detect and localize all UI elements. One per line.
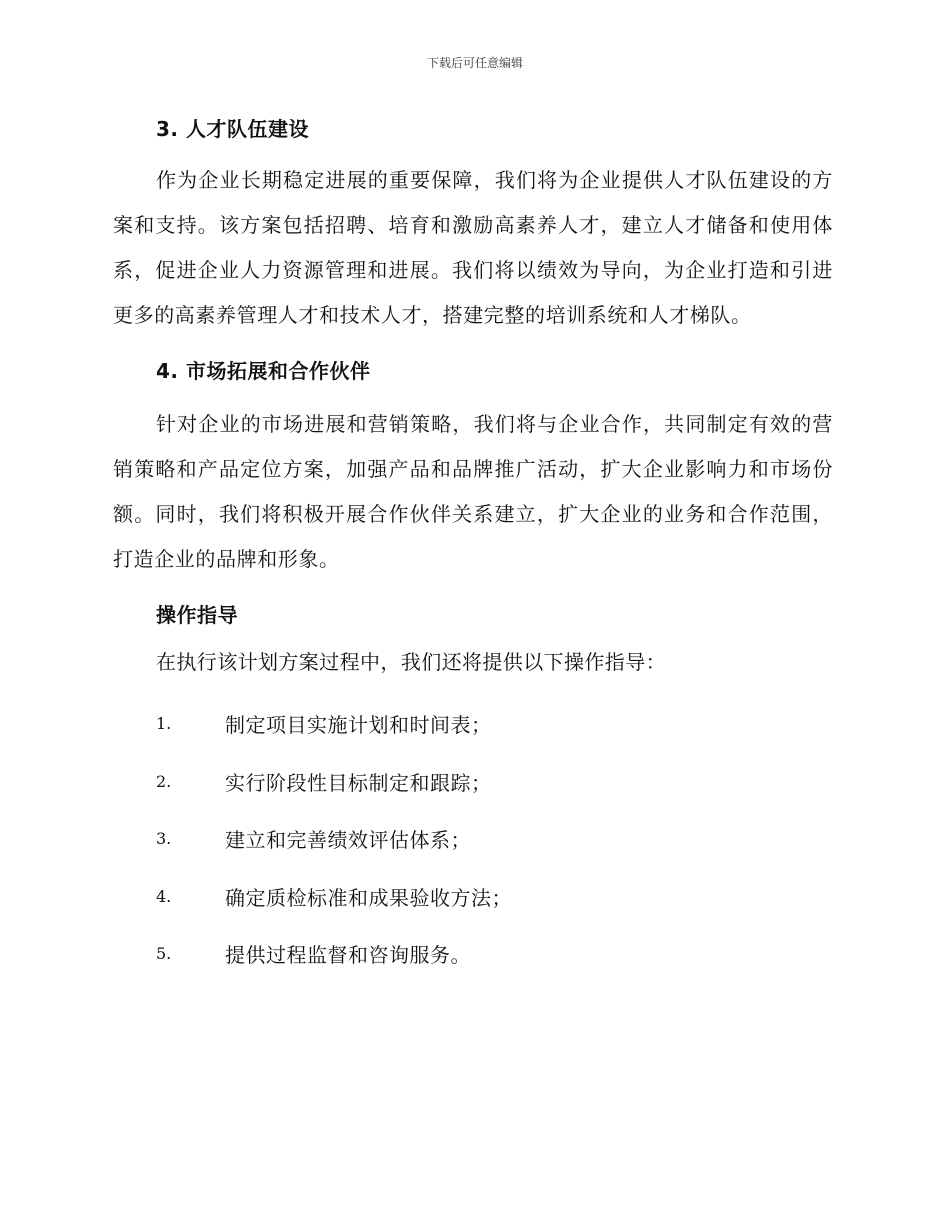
list-item	[113, 753, 833, 811]
section-body-talent: 作为企业长期稳定进展的重要保障，我们将为企业提供人才队伍建设的方案和支持。该方案包括招聘、培育和激励高素养人才，建立人才储备和使用体系，促进企业人力资源管理和进展。我们将以绩效为导向，为企业打造和引进更多的高素养管理人才和技术人才，搭建完整的培训系统和人才梯队。	[113, 168, 833, 327]
document-content	[113, 110, 833, 997]
list-item-text: 实行阶段性目标制定和跟踪；	[225, 770, 492, 795]
section-heading-talent: 3. 人才队伍建设	[156, 117, 309, 141]
section-guidance	[113, 596, 833, 983]
list-item	[113, 810, 833, 868]
list-item-text: 制定项目实施计划和时间表；	[225, 713, 492, 738]
list-item-number: 2.	[156, 771, 172, 791]
list-item-number: 3.	[156, 829, 172, 849]
list-item-number: 1.	[156, 714, 172, 734]
guidance-list	[113, 695, 833, 983]
section-heading-guidance: 操作指导	[156, 603, 238, 627]
list-item-number: 5.	[156, 944, 172, 964]
section-talent-team	[113, 110, 833, 338]
list-item-text: 建立和完善绩效评估体系；	[225, 828, 471, 853]
header-note: 下载后可任意编辑	[426, 56, 523, 70]
list-item	[113, 925, 833, 983]
guidance-intro: 在执行该计划方案过程中，我们还将提供以下操作指导：	[156, 650, 666, 674]
section-market-partners	[113, 352, 833, 582]
list-item-text: 确定质检标准和成果验收方法；	[225, 885, 512, 910]
list-item-number: 4.	[156, 886, 172, 906]
section-heading-market: 4. 市场拓展和合作伙伴	[156, 359, 371, 383]
section-body-market: 针对企业的市场进展和营销策略，我们将与企业合作，共同制定有效的营销策略和产品定位方案，加强产品和品牌推广活动，扩大企业影响力和市场份额。同时，我们将积极开展合作伙伴关系建立，扩大企业的业务和合作范围，打造企业的品牌和形象。	[113, 412, 833, 571]
list-item	[113, 868, 833, 926]
list-item	[113, 695, 833, 753]
list-item-text: 提供过程监督和咨询服务。	[225, 943, 471, 968]
